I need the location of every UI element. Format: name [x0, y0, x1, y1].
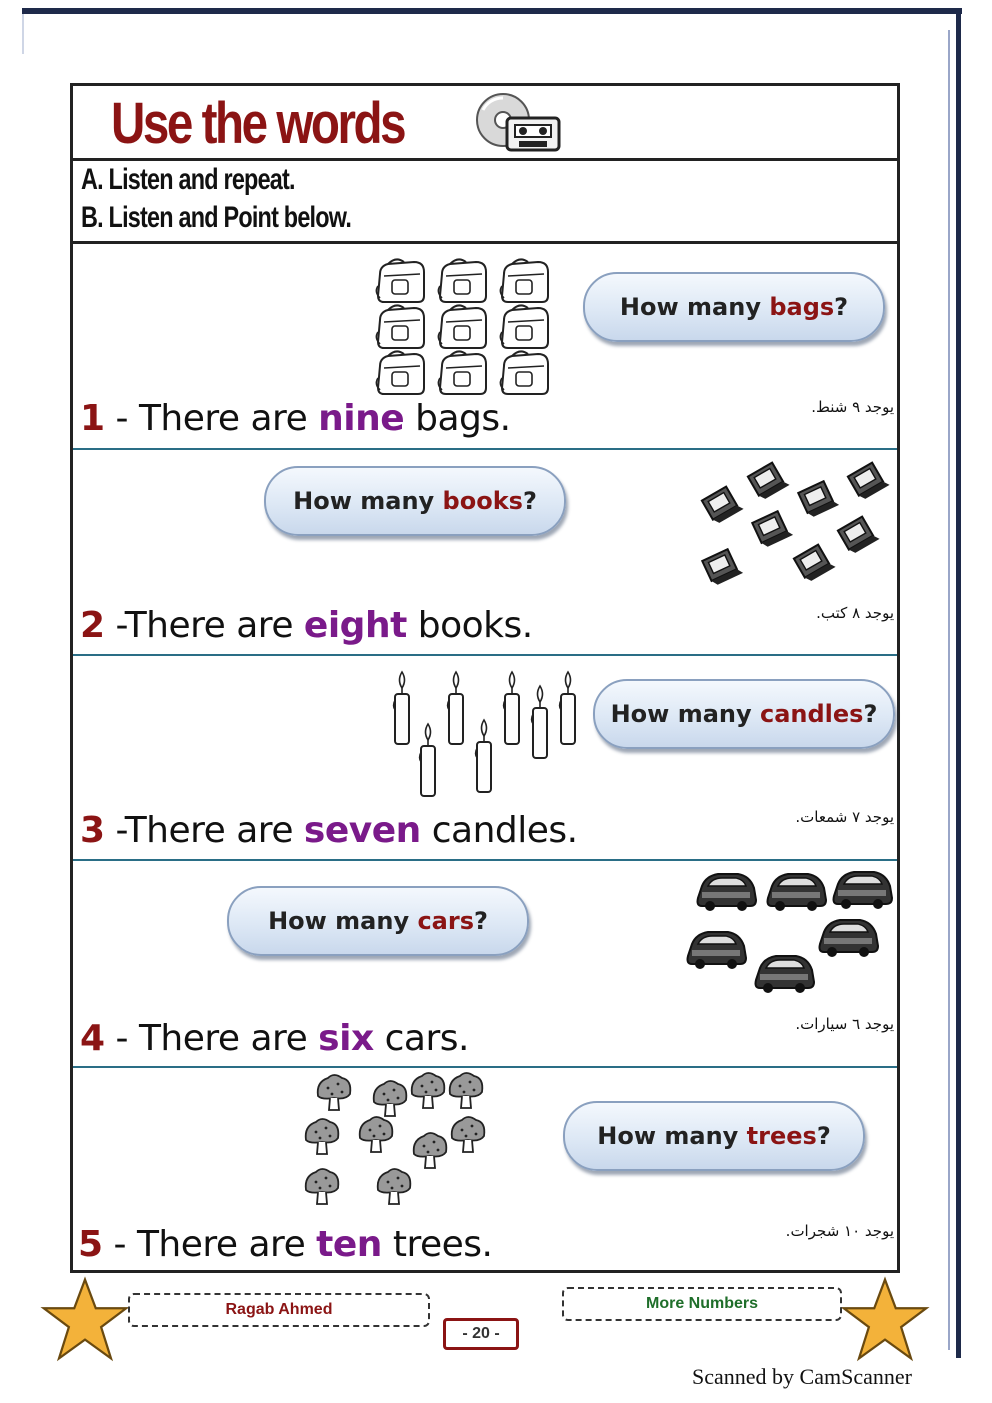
book-icon	[702, 548, 743, 587]
left-mark	[22, 14, 24, 54]
instructions-row	[73, 161, 897, 244]
question-mark: ?	[474, 907, 488, 935]
bag-icon	[500, 305, 548, 348]
candle-icon	[420, 724, 436, 796]
row-divider	[73, 1066, 897, 1068]
car-icon	[756, 956, 815, 993]
tree-icon	[450, 1073, 483, 1108]
question-mark: ?	[522, 487, 537, 515]
book-icon	[748, 461, 790, 501]
question-keyword: cars	[417, 907, 474, 935]
sentence-5	[78, 1224, 493, 1265]
candle-icon	[394, 672, 410, 744]
sentence-3	[80, 810, 578, 851]
tree-icon	[360, 1117, 393, 1152]
car-icon	[820, 920, 879, 957]
sentence-post: trees.	[381, 1224, 493, 1265]
star-icon	[840, 1276, 930, 1362]
tree-icon	[306, 1119, 339, 1154]
arabic-translation-4: يوجد ٦ سيارات.	[795, 1015, 894, 1033]
candle-icon	[532, 686, 548, 758]
question-mark: ?	[834, 293, 849, 321]
sentence-post: bags.	[404, 398, 511, 439]
question-text: How many	[268, 907, 418, 935]
scanner-watermark: Scanned by CamScanner	[692, 1364, 912, 1389]
question-keyword: books	[442, 487, 523, 515]
bag-icon	[438, 259, 486, 302]
count-word: ten	[316, 1224, 382, 1265]
sentence-pre: -There are	[104, 605, 304, 646]
bag-icon	[438, 351, 486, 394]
candle-icon	[476, 720, 492, 792]
question-text: How many	[610, 700, 760, 728]
bag-icon	[500, 259, 548, 302]
book-icon	[798, 480, 839, 519]
right-border	[956, 8, 961, 1358]
bag-icon	[500, 351, 548, 394]
cd-cassette-icon	[473, 92, 563, 154]
question-keyword: bags	[769, 293, 835, 321]
arabic-translation-5: يوجد ١٠ شجرات.	[785, 1222, 894, 1240]
sentence-1	[80, 398, 511, 439]
count-word: eight	[303, 605, 407, 646]
arabic-translation-3: يوجد ٧ شمعات.	[795, 808, 894, 826]
bag-icon	[376, 259, 424, 302]
car-icon	[834, 872, 893, 909]
cars-picture	[686, 866, 896, 1002]
page-number: - 20 -	[443, 1318, 519, 1350]
right-border-inner	[948, 30, 950, 1350]
bag-icon	[376, 351, 424, 394]
candle-icon	[448, 672, 464, 744]
sentence-post: cars.	[373, 1018, 469, 1059]
count-word: nine	[318, 398, 405, 439]
item-number: 4	[80, 1018, 105, 1059]
question-bubble-candles	[593, 679, 895, 749]
question-text: How many	[619, 293, 770, 321]
row-divider	[73, 448, 897, 450]
question-bubble-books	[264, 466, 566, 536]
bags-picture	[372, 256, 556, 396]
sentence-post: books.	[406, 605, 533, 646]
author-box: Ragab Ahmed	[128, 1293, 430, 1327]
sentence-pre: -There are	[104, 810, 304, 851]
page-title: Use the words	[111, 91, 405, 156]
sentence-pre: - There are	[104, 1018, 319, 1059]
arabic-translation-2: يوجد ٨ كتب.	[816, 604, 894, 622]
item-number: 3	[80, 810, 105, 851]
question-keyword: trees	[746, 1122, 817, 1150]
tree-icon	[374, 1081, 407, 1116]
book-icon	[838, 515, 880, 555]
question-bubble-cars	[227, 886, 529, 956]
question-keyword: candles	[759, 700, 864, 728]
top-border	[22, 8, 962, 14]
book-icon	[848, 461, 890, 501]
book-icon	[702, 485, 744, 525]
sentence-pre: - There are	[102, 1224, 317, 1265]
title-row	[73, 86, 897, 161]
star-icon	[40, 1276, 130, 1362]
trees-picture	[298, 1070, 494, 1210]
candle-icon	[560, 672, 576, 744]
instruction-b: B. Listen and Point below.	[81, 201, 352, 234]
sentence-4	[80, 1018, 469, 1059]
car-icon	[688, 932, 747, 969]
question-mark: ?	[863, 700, 878, 728]
item-number: 1	[80, 398, 105, 439]
tree-icon	[414, 1133, 447, 1168]
question-mark: ?	[816, 1122, 831, 1150]
unit-box: More Numbers	[562, 1287, 842, 1321]
item-number: 2	[80, 605, 105, 646]
sentence-2	[80, 605, 533, 646]
tree-icon	[378, 1169, 411, 1204]
tree-icon	[452, 1117, 485, 1152]
book-icon	[794, 543, 836, 583]
books-picture	[696, 458, 892, 586]
tree-icon	[318, 1075, 351, 1110]
count-word: six	[318, 1018, 374, 1059]
question-bubble-trees	[563, 1101, 865, 1171]
bag-icon	[438, 305, 486, 348]
row-divider	[73, 859, 897, 861]
item-number: 5	[78, 1224, 103, 1265]
question-text: How many	[597, 1122, 747, 1150]
car-icon	[768, 874, 827, 911]
count-word: seven	[303, 810, 421, 851]
instruction-a: A. Listen and repeat.	[81, 163, 295, 196]
sentence-pre: - There are	[104, 398, 319, 439]
tree-icon	[306, 1169, 339, 1204]
question-text: How many	[293, 487, 443, 515]
book-icon	[752, 510, 793, 549]
row-divider	[73, 654, 897, 656]
candles-picture	[386, 668, 582, 800]
sentence-post: candles.	[420, 810, 578, 851]
arabic-translation-1: يوجد ٩ شنط.	[811, 398, 894, 416]
tree-icon	[412, 1073, 445, 1108]
bag-icon	[376, 305, 424, 348]
question-bubble-bags	[583, 272, 885, 342]
car-icon	[698, 874, 757, 911]
candle-icon	[504, 672, 520, 744]
